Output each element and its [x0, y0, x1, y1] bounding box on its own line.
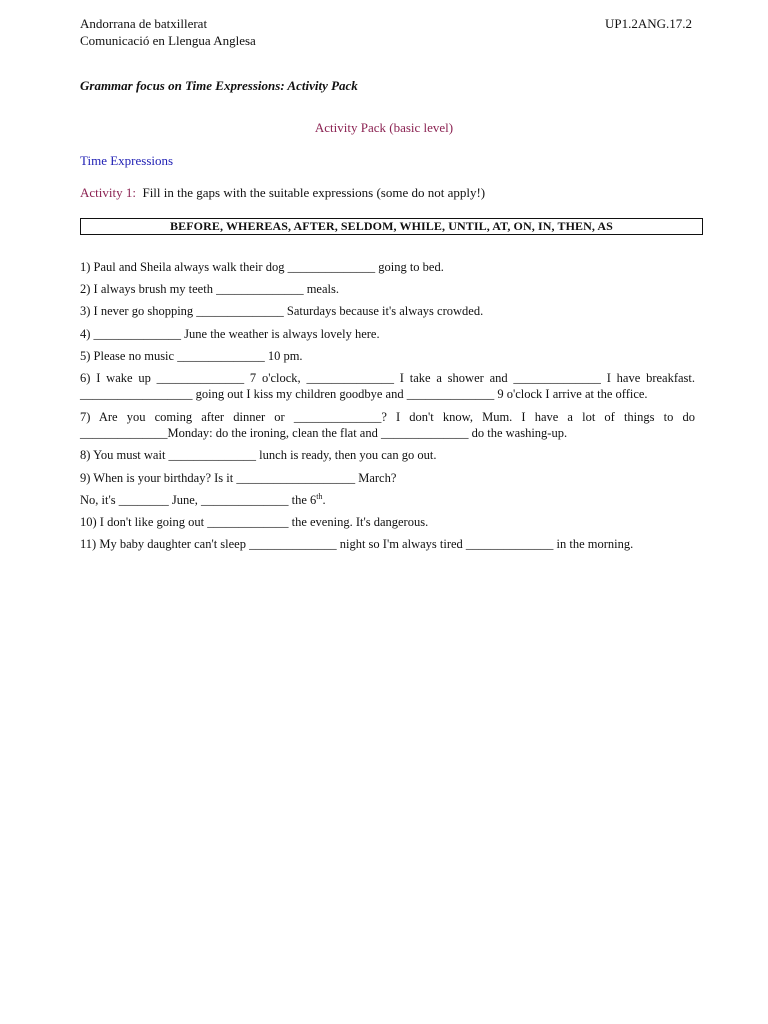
- document-title: Grammar focus on Time Expressions: Activity Pack: [80, 78, 358, 93]
- exercise-list: [80, 259, 695, 558]
- exercise-3: 3) I never go shopping ______________ Saturdays because it's always crowded.: [80, 304, 484, 319]
- school-name: Andorrana de batxillerat: [80, 16, 208, 31]
- exercise-9-answer-text: No, it's ________ June, ______________ the 6: [80, 492, 317, 507]
- exercise-9-answer-end: .: [322, 492, 326, 507]
- activity-instruction: Fill in the gaps with the suitable expressions (some do not apply!): [142, 185, 486, 200]
- exercise-8: 8) You must wait ______________ lunch is ready, then you can go out.: [80, 448, 437, 463]
- activity-label: Activity 1:: [80, 185, 136, 200]
- subject-name: Comunicació en Llengua Anglesa: [80, 33, 256, 48]
- exercise-9: 9) When is your birthday? Is it ___________________ March?: [80, 470, 397, 485]
- word-box: BEFORE, WHEREAS, AFTER, SELDOM, WHILE, UNTIL, AT, ON, IN, THEN, AS: [80, 218, 703, 235]
- activity-instruction-line: [80, 185, 485, 201]
- exercise-2: 2) I always brush my teeth ______________ meals.: [80, 282, 339, 297]
- exercise-1: 1) Paul and Sheila always walk their dog ______________ going to bed.: [80, 260, 444, 274]
- exercise-4: 4) ______________ June the weather is always lovely here.: [80, 326, 380, 341]
- exercise-6: 6) I wake up ______________ 7 o'clock, ______________ I take a shower and ______________ I have breakfast. __________________ going out I kiss my children goodbye and ______________ 9 o'clock I arrive at the office.: [80, 370, 695, 402]
- header-left: [80, 15, 256, 49]
- exercise-7: 7) Are you coming after dinner or ______________? I don't know, Mum. I have a lot of things to do ______________Monday: do the ironing, clean the flat and ______________ do the washing-up.: [80, 409, 695, 441]
- exercise-9-answer: [80, 492, 695, 509]
- exercise-10: 10) I don't like going out _____________ the evening. It's dangerous.: [80, 514, 429, 529]
- exercise-5: 5) Please no music ______________ 10 pm.: [80, 348, 303, 363]
- pack-title: Activity Pack (basic level): [314, 120, 454, 135]
- exercise-11: 11) My baby daughter can't sleep ______________ night so I'm always tired ______________ in the morning.: [80, 537, 634, 552]
- ordinal-suffix: th: [316, 491, 323, 501]
- section-title: Time Expressions: [80, 153, 174, 168]
- document-code: UP1.2ANG.17.2: [604, 16, 692, 31]
